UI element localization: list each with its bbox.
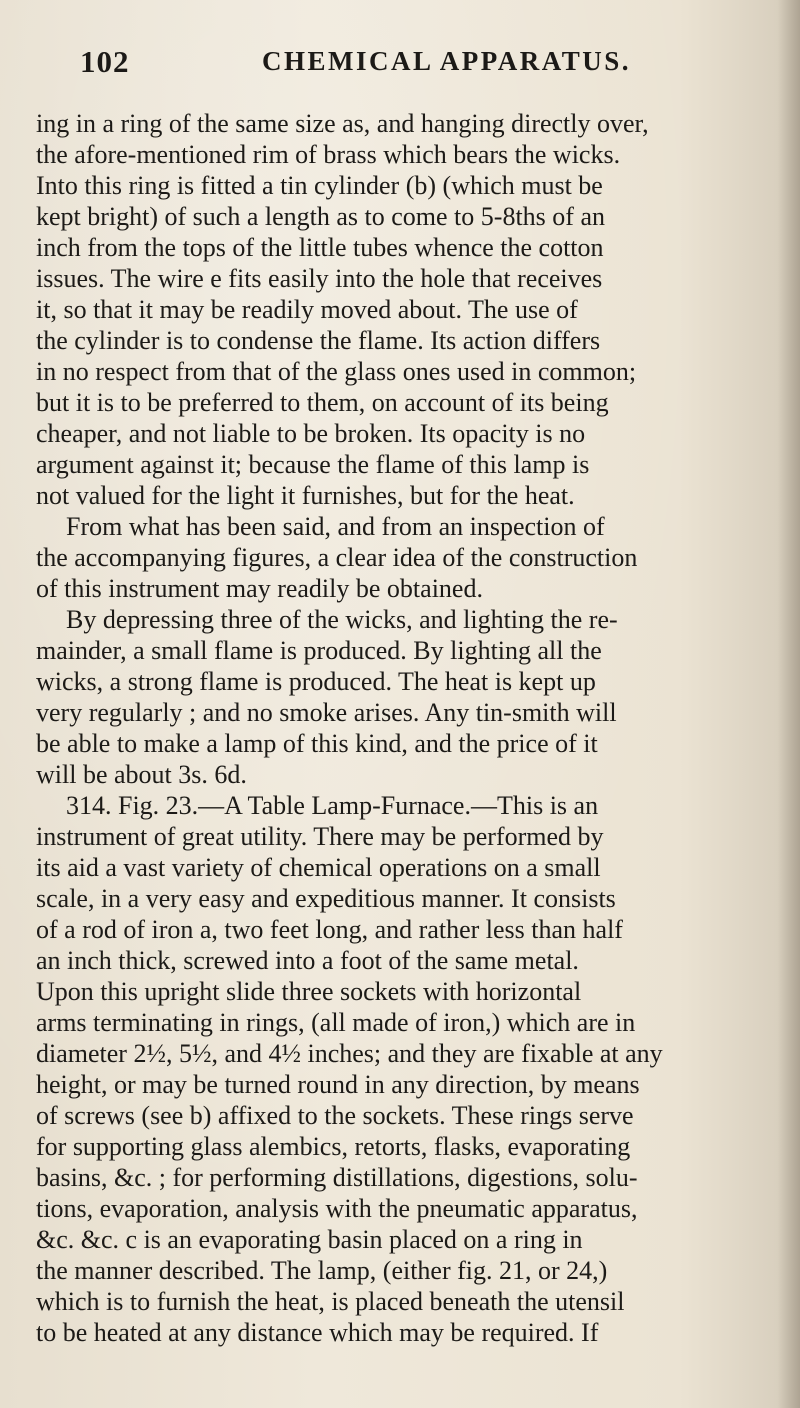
text-line: will be about 3s. 6d.: [36, 760, 247, 789]
text-line: basins, &c. ; for performing distillations, digestions, solu-: [36, 1163, 638, 1192]
page-header: [80, 44, 760, 92]
text-line: very regularly ; and no smoke arises. Any tin-smith will: [36, 698, 617, 727]
text-line: scale, in a very easy and expeditious manner. It consists: [36, 884, 616, 913]
text-line: to be heated at any distance which may be required. If: [36, 1318, 599, 1347]
text-line: kept bright) of such a length as to come to 5-8ths of an: [36, 202, 605, 231]
text-line: but it is to be preferred to them, on account of its being: [36, 388, 609, 417]
text-line: height, or may be turned round in any direction, by means: [36, 1070, 640, 1099]
text-line: tions, evaporation, analysis with the pneumatic apparatus,: [36, 1194, 638, 1223]
running-head: CHEMICAL APPARATUS.: [262, 46, 632, 76]
text-line: inch from the tops of the little tubes whence the cotton: [36, 233, 604, 262]
text-line: Into this ring is fitted a tin cylinder (b) (which must be: [36, 171, 603, 200]
text-line: &c. &c. c is an evaporating basin placed on a ring in: [36, 1225, 583, 1254]
text-line: the cylinder is to condense the flame. Its action differs: [36, 326, 601, 355]
text-line: an inch thick, screwed into a foot of the same metal.: [36, 946, 579, 975]
text-line: which is to furnish the heat, is placed beneath the utensil: [36, 1287, 625, 1316]
body-text: [36, 108, 766, 1348]
text-line: of this instrument may readily be obtained.: [36, 574, 483, 603]
text-line: By depressing three of the wicks, and lighting the re-: [66, 605, 618, 634]
text-line: for supporting glass alembics, retorts, flasks, evaporating: [36, 1132, 631, 1161]
text-line: arms terminating in rings, (all made of iron,) which are in: [36, 1008, 636, 1037]
text-line: instrument of great utility. There may be performed by: [36, 822, 604, 851]
page-edge-shadow: [778, 0, 800, 1408]
text-line: From what has been said, and from an inspection of: [66, 512, 605, 541]
text-line: wicks, a strong flame is produced. The heat is kept up: [36, 667, 596, 696]
text-line: ing in a ring of the same size as, and hanging directly over,: [36, 109, 649, 138]
text-line: be able to make a lamp of this kind, and the price of it: [36, 729, 598, 758]
text-line: of a rod of iron a, two feet long, and rather less than half: [36, 915, 623, 944]
text-line: it, so that it may be readily moved about. The use of: [36, 295, 578, 324]
text-line: diameter 2½, 5½, and 4½ inches; and they are fixable at any: [36, 1039, 663, 1068]
text-line: mainder, a small flame is produced. By lighting all the: [36, 636, 602, 665]
text-line: cheaper, and not liable to be broken. Its opacity is no: [36, 419, 586, 448]
text-line: Upon this upright slide three sockets with horizontal: [36, 977, 582, 1006]
text-line: argument against it; because the flame of this lamp is: [36, 450, 590, 479]
text-line: issues. The wire e fits easily into the hole that receives: [36, 264, 603, 293]
text-line: the accompanying figures, a clear idea of the construction: [36, 543, 638, 572]
text-line: of screws (see b) affixed to the sockets. These rings serve: [36, 1101, 634, 1130]
text-line: in no respect from that of the glass ones used in common;: [36, 357, 637, 386]
page-number: 102: [80, 44, 130, 79]
text-line: its aid a vast variety of chemical operations on a small: [36, 853, 601, 882]
text-line: the manner described. The lamp, (either fig. 21, or 24,): [36, 1256, 608, 1285]
text-line: the afore-mentioned rim of brass which bears the wicks.: [36, 140, 621, 169]
text-line: 314. Fig. 23.—A Table Lamp-Furnace.—This is an: [66, 791, 599, 820]
text-line: not valued for the light it furnishes, but for the heat.: [36, 481, 575, 510]
